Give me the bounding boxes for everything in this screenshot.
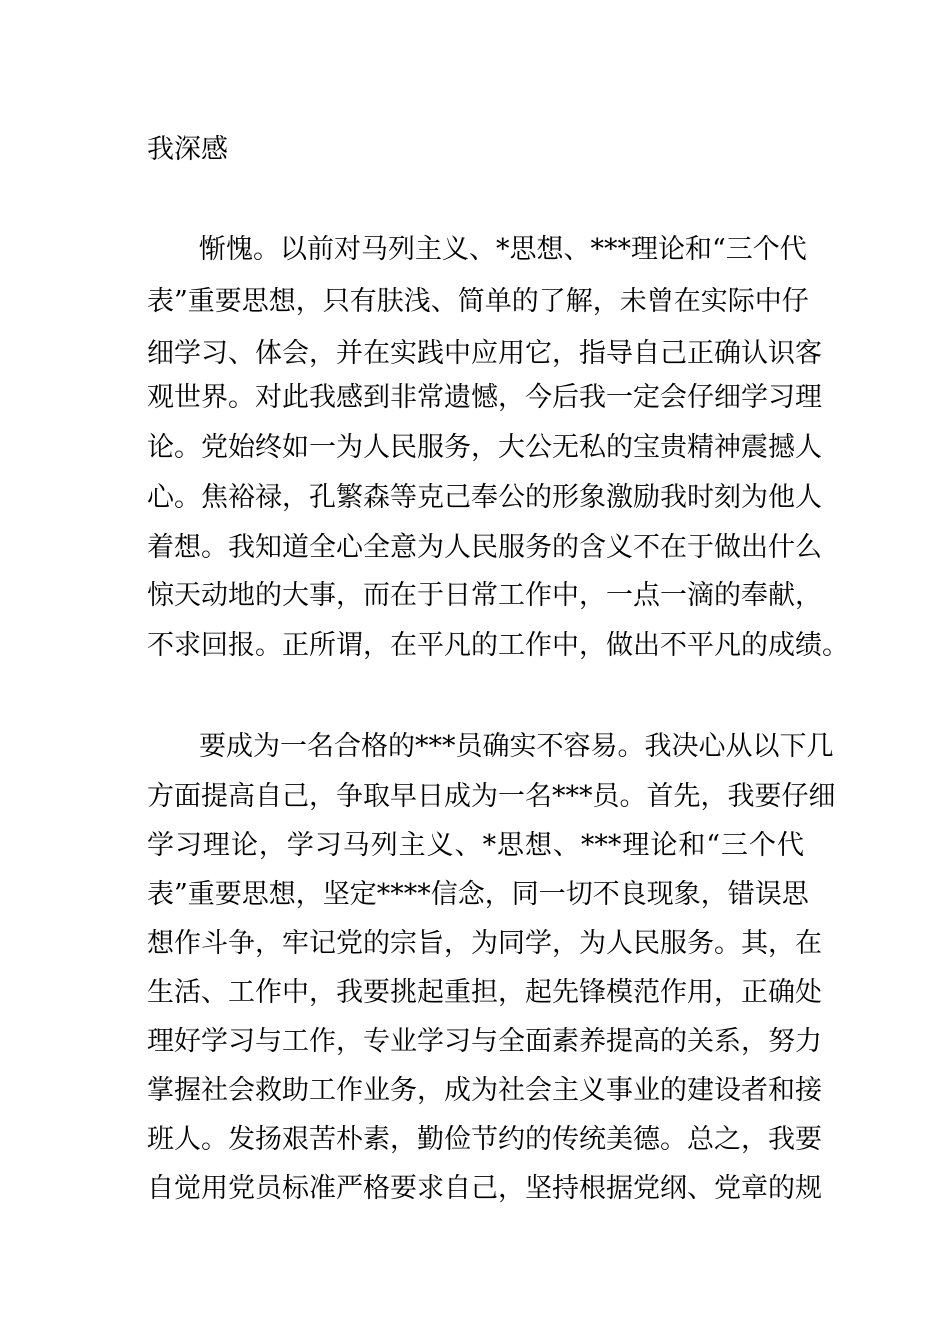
paragraph-1-line: 惊天动地的大事，而在于日常工作中，一点一滴的奉献，: [147, 580, 822, 611]
paragraph-1-line: 细学习、体会，并在实践中应用它，指导自己正确认识客: [147, 338, 822, 369]
paragraph-1-line: 心。焦裕禄，孔繁森等克己奉公的形象激励我时刻为他人: [147, 482, 822, 513]
paragraph-2-line: 掌握社会救助工作业务，成为社会主义事业的建设者和接: [147, 1075, 822, 1106]
paragraph-2-line: 表”重要思想，坚定****信念，同一切不良现象，错误思: [147, 879, 809, 910]
paragraph-1-line: 观世界。对此我感到非常遗憾，今后我一定会仔细学习理: [147, 382, 822, 413]
paragraph-1-line: 不求回报。正所谓，在平凡的工作中，做出不平凡的成绩。: [147, 630, 849, 661]
paragraph-2-line: 班人。发扬艰苦朴素，勤俭节约的传统美德。总之，我要: [147, 1124, 822, 1155]
paragraph-1-line: 惭愧。以前对马列主义、*思想、***理论和“三个代: [199, 234, 807, 265]
paragraph-1-line: 着想。我知道全心全意为人民服务的含义不在于做出什么: [147, 532, 822, 563]
paragraph-2-line: 想作斗争，牢记党的宗旨，为同学，为人民服务。其，在: [147, 928, 822, 959]
paragraph-2-line: 自觉用党员标准严格要求自己，坚持根据党纲、党章的规: [147, 1173, 822, 1204]
paragraph-2-line: 理好学习与工作，专业学习与全面素养提高的关系，努力: [147, 1026, 822, 1057]
paragraph-1-line: 论。党始终如一为人民服务，大公无私的宝贵精神震撼人: [147, 432, 822, 463]
paragraph-2-line: 要成为一名合格的***员确实不容易。我决心从以下几: [199, 731, 834, 762]
paragraph-2-line: 生活、工作中，我要挑起重担，起先锋模范作用，正确处: [147, 977, 822, 1008]
paragraph-2-line: 方面提高自己，争取早日成为一名***员。首先，我要仔细: [147, 781, 836, 812]
top-fragment-text: 我深感: [147, 134, 228, 165]
paragraph-2-line: 学习理论，学习马列主义、*思想、***理论和“三个代: [147, 830, 804, 861]
paragraph-1-line: 表”重要思想，只有肤浅、简单的了解，未曾在实际中仔: [147, 286, 809, 317]
